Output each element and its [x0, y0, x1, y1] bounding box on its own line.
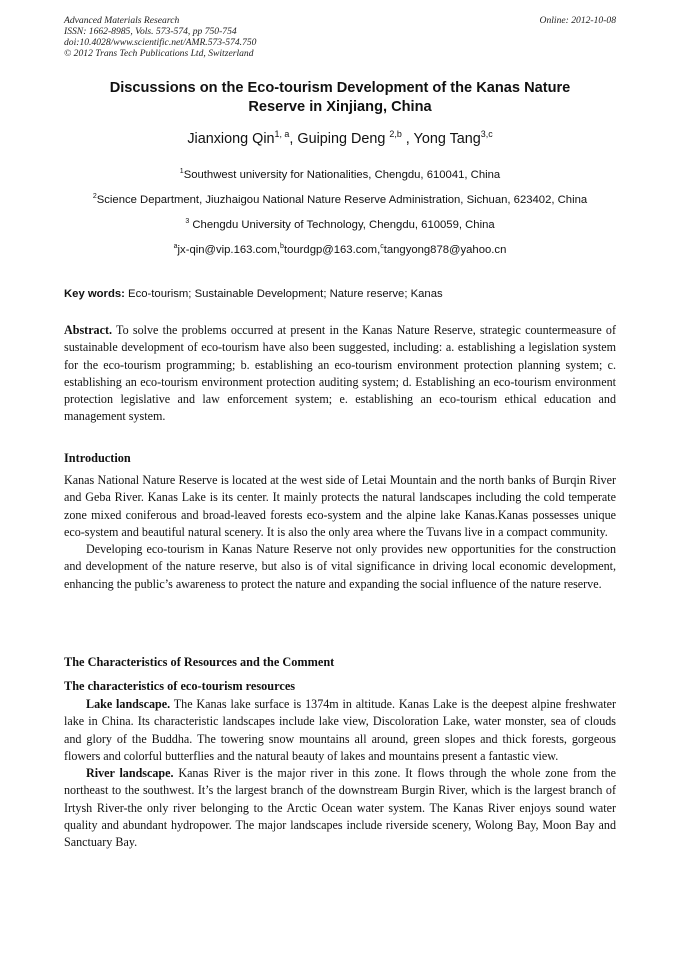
lake-text: The Kanas lake surface is 1374m in altitude. Kanas Lake is the deepest alpine freshwater lake in China. Its characteristic landscapes include lake view, Discoloration Lake, water monster, sea of clouds and glory of the Buddha. The towering snow mountains all around, green slopes and thick forests, gorgeous flowers and colorful butterflies and the natural beauty of lakes and mountains present a fantastic view.: [64, 697, 617, 763]
author-sup: 3,c: [480, 129, 493, 140]
affiliation-sup: 2: [92, 193, 97, 201]
title-line-1: Discussions on the Eco-tourism Development of the Kanas Nature: [109, 80, 571, 96]
abstract-label: Abstract.: [64, 323, 113, 337]
copyright-line: © 2012 Trans Tech Publications Ltd, Switzerland: [64, 48, 254, 59]
affiliation-2: [64, 193, 616, 207]
email-address: jx-qin@vip.163.com,: [177, 244, 281, 256]
affiliation-sup: 3: [185, 218, 190, 226]
email-address: tourdgp@163.com,: [283, 244, 381, 256]
author-name: Yong Tang: [413, 131, 481, 147]
lake-paragraph: [64, 696, 616, 765]
email-sup: a: [173, 243, 178, 251]
section-heading: The Characteristics of Resources and the Comment: [64, 655, 335, 669]
affiliation-1: [64, 168, 616, 182]
affiliation-sup: 1: [179, 168, 184, 176]
email-sup: c: [380, 243, 384, 251]
doi-line: doi:10.4028/www.scientific.net/AMR.573-574.750: [64, 37, 257, 48]
abstract-text: To solve the problems occurred at present in the Kanas Nature Reserve, strategic countermeasure of sustainable development of eco-tourism have also been suggested, including: a. establishing a legislation system for the eco-tourism programming; b. establishing an eco-tourism environment protection planning system; c. establishing an eco-tourism environment protection auditing system; d. Establishing an eco-tourism environment protection legislative and law enforcement system; e. establishing an eco-tourism ethical education and management system.: [64, 323, 616, 424]
paper-title: [64, 79, 616, 117]
author-name: Jianxiong Qin: [187, 131, 275, 147]
lake-label: Lake landscape.: [86, 697, 171, 711]
keywords: [64, 287, 616, 301]
author-sup: 2,b: [389, 129, 402, 140]
author-name: Guiping Deng: [297, 131, 386, 147]
river-text: Kanas River is the major river in this zone. It flows through the whole zone from the northeast to the southwest. It’s the largest branch of the downstream Burgin River, which is the largest branch of Irtysh River-the only river belonging to the Arctic Ocean water system. The Kanas River enjoys sound water quality and abundant hydropower. The major landscapes include riverside scenery, Wolong Bay, Moon Bay and Sanctuary Bay.: [64, 766, 616, 850]
email-address: tangyong878@yahoo.cn: [383, 244, 507, 256]
affiliation-3: [64, 218, 616, 232]
introduction-heading: Introduction: [64, 451, 131, 465]
abstract: [64, 322, 616, 426]
affiliation-text: Southwest university for Nationalities, Chengdu, 610041, China: [183, 169, 501, 181]
introduction-body: [64, 472, 616, 593]
issn-line: ISSN: 1662-8985, Vols. 573-574, pp 750-754: [64, 26, 237, 37]
email-sup: b: [280, 243, 284, 251]
author-sup: 1, a: [274, 129, 290, 140]
journal-header: [64, 15, 616, 59]
title-line-2: Reserve in Xinjiang, China: [248, 99, 432, 115]
author-list: Jianxiong Qin$^{1, a}$, Guiping Deng $^{2,b}$ , Yong Tang$^{3,c}$: [187, 129, 493, 147]
keywords-text: Eco-tourism; Sustainable Development; Nature reserve; Kanas: [124, 288, 443, 300]
email-line: [64, 243, 616, 257]
river-label: River landscape.: [86, 766, 174, 781]
affiliation-text: Science Department, Jiuzhaigou National Nature Reserve Administration, Sichuan, 623402, China: [96, 194, 588, 206]
online-date: Online: 2012-10-08: [539, 15, 616, 26]
journal-name: Advanced Materials Research: [64, 15, 180, 26]
resources-body: [64, 696, 616, 852]
affiliation-text: Chengdu University of Technology, Chengdu, 610059, China: [189, 219, 495, 231]
intro-paragraph-1: Kanas National Nature Reserve is located at the west side of Letai Mountain and the north banks of Burqin River and Geba River. Kanas Lake is its center. It mainly protects the natural landscapes including the cold temperate zone mixed coniferous and broad-leaved forests eco-system and the alpine lake Kanas.Kanas possesses unique eco-system and beautiful natural scenery. It is also the only area where the Tuvans live in a compact community.: [64, 473, 616, 539]
river-paragraph: [64, 765, 616, 851]
subsection-heading: The characteristics of eco-tourism resources: [64, 679, 296, 693]
intro-paragraph-2: Developing eco-tourism in Kanas Nature Reserve not only provides new opportunities for the construction and development of the nature reserve, but also is of vital significance in driving local economic development, enhancing the public’s awareness to protect the nature and expanding the social influence of the nature reserve.: [64, 542, 616, 591]
keywords-label: Key words:: [64, 288, 125, 300]
